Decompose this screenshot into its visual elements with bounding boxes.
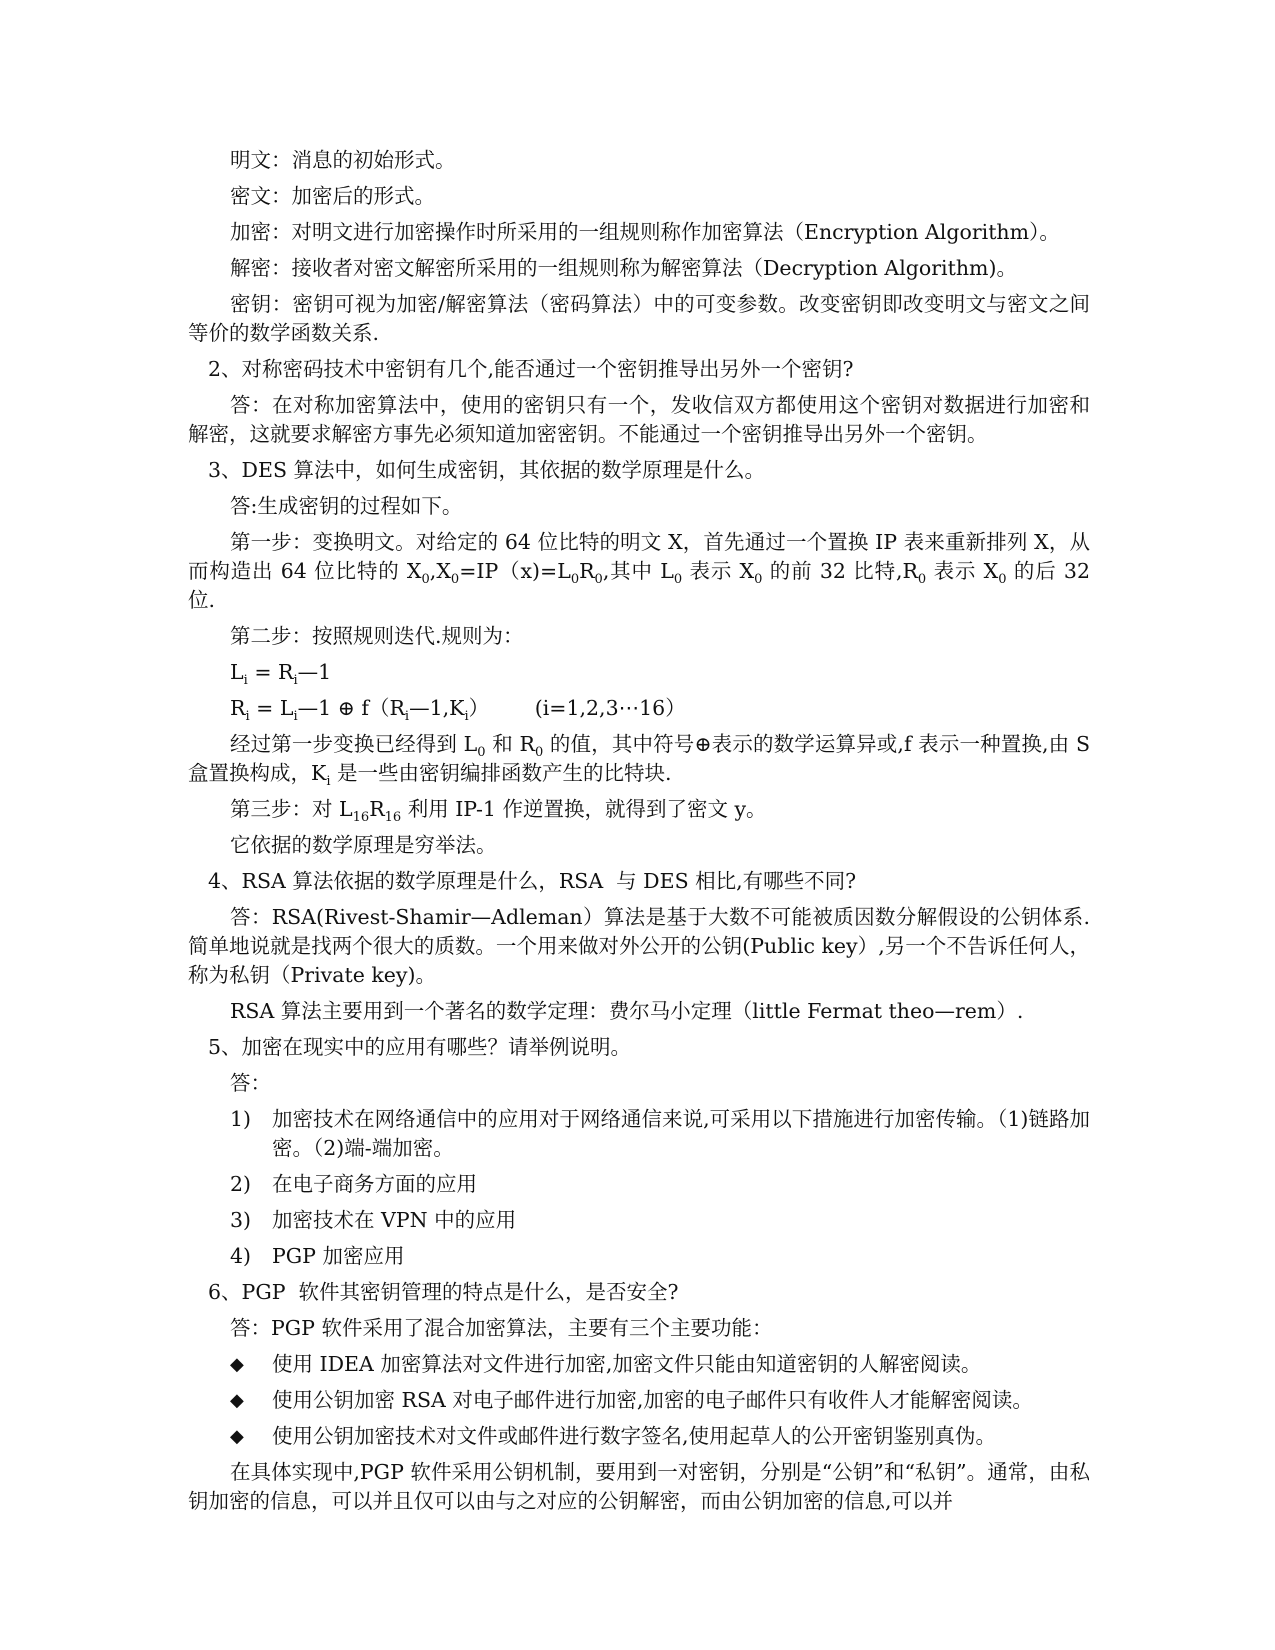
math-basis-paragraph: 它依据的数学原理是穷举法。 xyxy=(230,833,497,857)
list-marker: 1) xyxy=(230,1107,252,1131)
answer-4-fermat: RSA 算法主要用到一个著名的数学定理：费尔马小定理（little Fermat theo—rem）. xyxy=(230,999,1024,1023)
question-6: 6、PGP 软件其密钥管理的特点是什么，是否安全? xyxy=(208,1280,679,1304)
diamond-bullet-icon: ◆ xyxy=(230,1390,244,1411)
bullet-list xyxy=(188,1350,1090,1451)
formula-ri: $R_i$ = $L_i—1$ ⊕ $f(R_i—1,K_i)$ (i=1,2,3⋯16） xyxy=(230,696,686,725)
list-item-text: 使用 IDEA 加密算法对文件进行加密,加密文件只能由知道密钥的人解密阅读。 xyxy=(272,1352,982,1376)
explanation-paragraph: 经过第一步变换已经得到 $L_0$ 和 $R_0$ 的值，其中符号⊕表示的数学运算异或,f 表示一种置换,由 S 盒置换构成，$K_i$ 是一些由密钥编排函数产生的比特块. xyxy=(188,732,1097,790)
list-item-text: 在电子商务方面的应用 xyxy=(272,1172,477,1196)
list-item-text: 加密技术在 VPN 中的应用 xyxy=(272,1208,517,1232)
paragraph-encryption: 加密：对明文进行加密操作时所采用的一组规则称作加密算法（Encryption Algorithm）。 xyxy=(230,220,1060,244)
numbered-list xyxy=(188,1105,1090,1271)
list-marker: 4) xyxy=(230,1244,252,1268)
paragraph-decryption: 解密：接收者对密文解密所采用的一组规则称为解密算法（Decryption Algorithm)。 xyxy=(230,256,1017,280)
list-item xyxy=(188,1206,1090,1235)
diamond-bullet-icon: ◆ xyxy=(230,1354,244,1375)
answer-5-intro: 答： xyxy=(230,1071,271,1095)
list-marker: 2) xyxy=(230,1172,252,1196)
answer-2: 答：在对称加密算法中，使用的密钥只有一个，发收信双方都使用这个密钥对数据进行加密和解密，这就要求解密方事先必须知道加密密钥。不能通过一个密钥推导出另外一个密钥。 xyxy=(188,393,1090,446)
list-item-text: 使用公钥加密 RSA 对电子邮件进行加密,加密的电子邮件只有收件人才能解密阅读。 xyxy=(272,1388,1033,1412)
list-item xyxy=(188,1350,1090,1379)
question-2: 2、对称密码技术中密钥有几个,能否通过一个密钥推导出另外一个密钥? xyxy=(208,357,854,381)
question-3: 3、DES 算法中，如何生成密钥，其依据的数学原理是什么。 xyxy=(208,458,766,482)
paragraph-key: 密钥：密钥可视为加密/解密算法（密码算法）中的可变参数。改变密钥即改变明文与密文之间等价的数学函数关系. xyxy=(188,292,1090,345)
list-item-text: 加密技术在网络通信中的应用对于网络通信来说,可采用以下措施进行加密传输。（1)链路加密。（2)端-端加密。 xyxy=(272,1107,1090,1160)
list-item xyxy=(188,1422,1090,1451)
answer-4: 答：RSA(Rivest-Shamir—Adleman）算法是基于大数不可能被质因数分解假设的公钥体系.简单地说就是找两个很大的质数。一个用来做对外公开的公钥(Public key）,另一个不告诉任何人，称为私钥（Private key)。 xyxy=(188,905,1090,987)
question-5: 5、加密在现实中的应用有哪些？请举例说明。 xyxy=(208,1035,632,1059)
step-2-paragraph: 第二步：按照规则迭代.规则为： xyxy=(230,624,524,648)
question-4: 4、RSA 算法依据的数学原理是什么，RSA 与 DES 相比,有哪些不同? xyxy=(208,869,857,893)
formula-li: $L_i$ = $R_i—1$ xyxy=(230,660,332,689)
step-3-paragraph: 第三步：对 $L_{16}R_{16}$ 利用 IP-1 作逆置换，就得到了密文 y。 xyxy=(230,797,767,826)
answer-3-intro: 答:生成密钥的过程如下。 xyxy=(230,494,463,518)
paragraph-plaintext: 明文：消息的初始形式。 xyxy=(230,148,456,172)
list-item xyxy=(188,1105,1090,1163)
list-item-text: PGP 加密应用 xyxy=(272,1244,405,1268)
list-item xyxy=(188,1170,1090,1199)
list-item xyxy=(188,1242,1090,1271)
list-item xyxy=(188,1386,1090,1415)
document-body xyxy=(188,146,1097,1523)
paragraph-ciphertext: 密文：加密后的形式。 xyxy=(230,184,435,208)
list-item-text: 使用公钥加密技术对文件或邮件进行数字签名,使用起草人的公开密钥鉴别真伪。 xyxy=(272,1424,997,1448)
diamond-bullet-icon: ◆ xyxy=(230,1426,244,1447)
answer-6-intro: 答：PGP 软件采用了混合加密算法，主要有三个主要功能： xyxy=(230,1316,773,1340)
step-1-paragraph: 第一步：变换明文。对给定的 64 位比特的明文 X，首先通过一个置换 IP 表来重新排列 X，从而构造出 64 位比特的 $X_0,X_0=IP(x)=L_0R_0$,其中 $L_0$ 表示 $X_0$ 的前 32 比特$,R_0$ 表示 $X_0$ 的后 32 位. xyxy=(188,530,1097,612)
closing-paragraph: 在具体实现中,PGP 软件采用公钥机制，要用到一对密钥，分别是“公钥”和“私钥”。通常，由私钥加密的信息，可以并且仅可以由与之对应的公钥解密，而由公钥加密的信息,可以并 xyxy=(188,1460,1090,1513)
list-marker: 3) xyxy=(230,1208,252,1232)
